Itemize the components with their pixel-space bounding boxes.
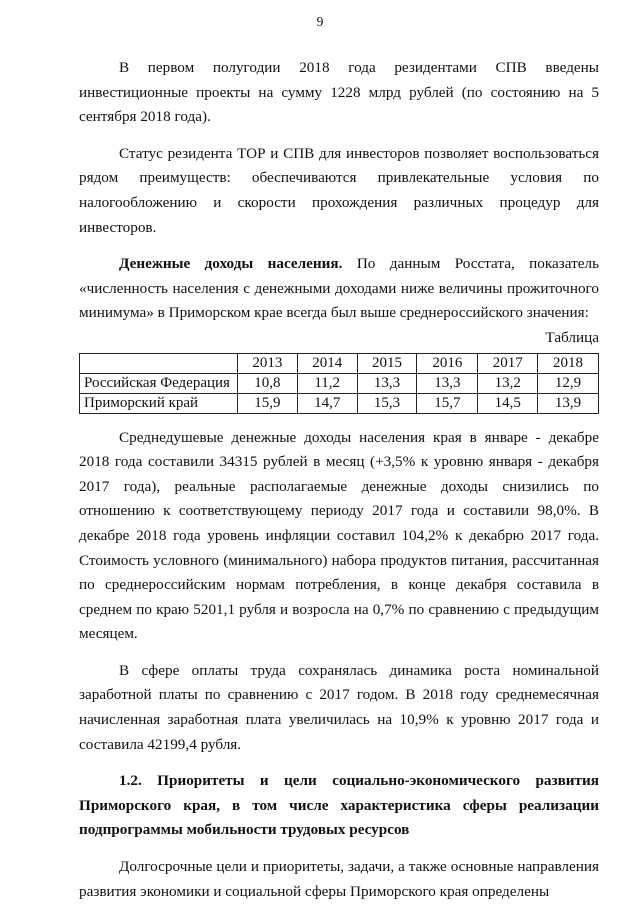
document-body: [79, 56, 599, 904]
table-cell: 10,8: [237, 373, 297, 393]
page-number: 9: [316, 14, 324, 29]
table-header-year: 2015: [357, 353, 417, 373]
paragraph-income-stats: Среднедушевые денежные доходы населения края в январе - декабре 2018 года составили 34315 рублей в месяц (+3,5% к уровню января - декабря 2017 года), реальные располагаемые денежные доходы снизились по отношению к соответствующему периоду 2017 года и составили 98,0%. В декабре 2018 года уровень инфляции составил 104,2% к декабрю 2017 года. Стоимость условного (минимального) набора продуктов питания, рассчитанная по среднероссийским нормам потребления, в конце декабря составила в среднем по краю 5201,1 рубля и возросла на 0,7% по сравнению с предыдущим месяцем.: [79, 428, 599, 643]
table-header-row: [80, 353, 599, 373]
table-row: [80, 393, 599, 413]
table-cell: 13,3: [357, 373, 417, 393]
paragraph-resident-status: Статус резидента ТОР и СПВ для инвесторов позволяет воспользоваться рядом преимуществ: обеспечиваются привлекательные условия по налогообложению и скорости прохождения различных процедур для инвесторов.: [79, 144, 599, 236]
table-caption: Таблица: [545, 328, 599, 346]
table-row-label: Приморский край: [80, 393, 238, 413]
table-row-label: Российская Федерация: [80, 373, 238, 393]
table-cell: 15,7: [417, 393, 478, 413]
table-cell: 11,2: [297, 373, 357, 393]
table-cell: 15,9: [237, 393, 297, 413]
table-row: [80, 373, 599, 393]
table-header-empty: [80, 353, 238, 373]
table-header-year: 2017: [478, 353, 538, 373]
paragraph-closing: Долгосрочные цели и приоритеты, задачи, а также основные направления развития экономики и социальной сферы Приморского края определены: [79, 858, 599, 900]
table-cell: 15,3: [357, 393, 417, 413]
paragraph-wages: В сфере оплаты труда сохранялась динамика роста номинальной заработной платы по сравнению с 2017 годом. В 2018 году среднемесячная начисленная заработная плата увеличилась на 10,9% к уровню 2017 года и составила 42199,4 рубля.: [79, 661, 599, 753]
poverty-table: [79, 353, 599, 414]
table-header-year: 2018: [538, 353, 599, 373]
table-cell: 14,5: [478, 393, 538, 413]
section-heading: 1.2. Приоритеты и цели социально-экономического развития Приморского края, в том числе характеристика сферы реализации подпрограммы мобильности трудовых ресурсов: [79, 772, 599, 839]
paragraph-income-intro: [79, 252, 599, 326]
table-cell: 14,7: [297, 393, 357, 413]
paragraph-investment-projects: В первом полугодии 2018 года резидентами СПВ введены инвестиционные проекты на сумму 1228 млрд рублей (по состоянию на 5 сентября 2018 года).: [79, 59, 599, 126]
table-cell: 13,3: [417, 373, 478, 393]
table-cell: 12,9: [538, 373, 599, 393]
income-section-lead: Денежные доходы населения.: [119, 255, 343, 273]
table-header-year: 2013: [237, 353, 297, 373]
table-cell: 13,9: [538, 393, 599, 413]
table-header-year: 2016: [417, 353, 478, 373]
table-cell: 13,2: [478, 373, 538, 393]
income-section-text: По данным Росстата, показатель «численность населения с денежными доходами ниже величины прожиточного минимума» в Приморском крае всегда был выше среднероссийского значения:: [79, 255, 599, 322]
table-header-year: 2014: [297, 353, 357, 373]
